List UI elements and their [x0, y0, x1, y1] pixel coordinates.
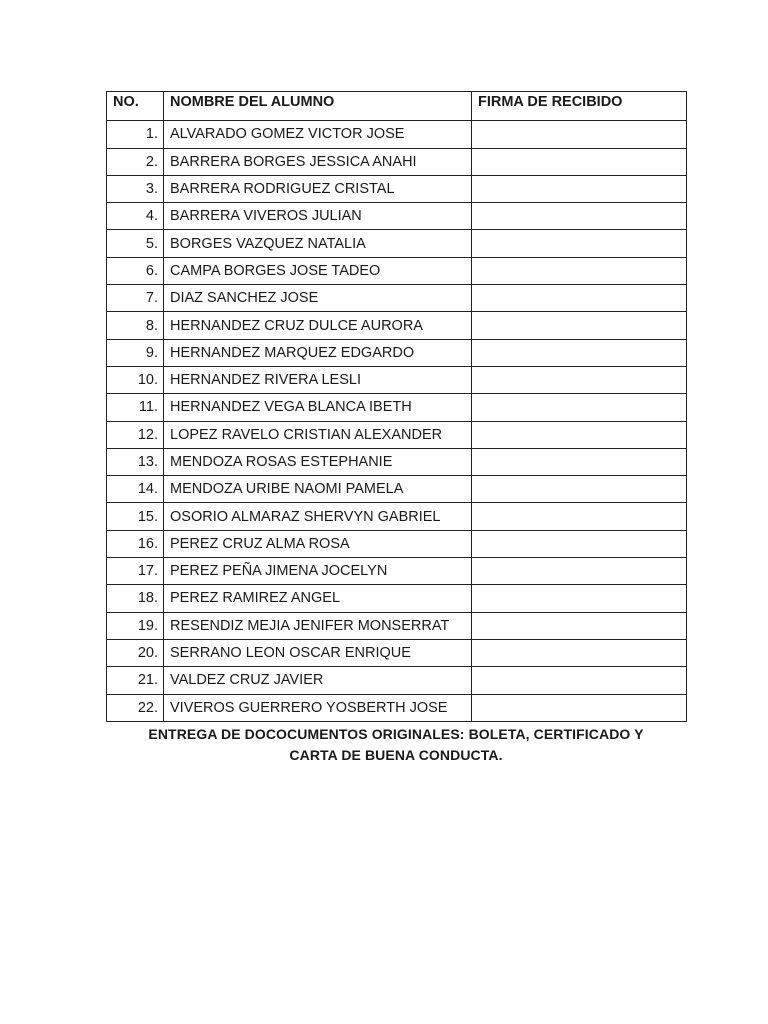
signature-cell: [472, 448, 687, 475]
student-name: MENDOZA URIBE NAOMI PAMELA: [164, 476, 472, 503]
table-row: [107, 448, 687, 475]
student-name: VALDEZ CRUZ JAVIER: [164, 667, 472, 694]
table-row: [107, 585, 687, 612]
row-number: 11.: [107, 394, 164, 421]
row-number: 3.: [107, 175, 164, 202]
table-row: [107, 285, 687, 312]
table-row: [107, 339, 687, 366]
student-name: VIVEROS GUERRERO YOSBERTH JOSE: [164, 694, 472, 721]
student-name: BARRERA VIVEROS JULIAN: [164, 203, 472, 230]
student-name: SERRANO LEON OSCAR ENRIQUE: [164, 639, 472, 666]
signature-cell: [472, 639, 687, 666]
signature-cell: [472, 503, 687, 530]
table-row: [107, 394, 687, 421]
row-number: 10.: [107, 366, 164, 393]
signature-cell: [472, 148, 687, 175]
row-number: 1.: [107, 121, 164, 148]
signature-cell: [472, 175, 687, 202]
signature-cell: [472, 530, 687, 557]
table-row: [107, 203, 687, 230]
signature-cell: [472, 421, 687, 448]
row-number: 20.: [107, 639, 164, 666]
signature-cell: [472, 366, 687, 393]
signature-cell: [472, 394, 687, 421]
table-body: [107, 121, 687, 722]
student-name: DIAZ SANCHEZ JOSE: [164, 285, 472, 312]
student-roster-table: [106, 91, 687, 722]
student-name: HERNANDEZ VEGA BLANCA IBETH: [164, 394, 472, 421]
student-name: LOPEZ RAVELO CRISTIAN ALEXANDER: [164, 421, 472, 448]
student-name: PEREZ CRUZ ALMA ROSA: [164, 530, 472, 557]
row-number: 9.: [107, 339, 164, 366]
signature-cell: [472, 230, 687, 257]
student-name: PEREZ RAMIREZ ANGEL: [164, 585, 472, 612]
signature-cell: [472, 558, 687, 585]
table-row: [107, 230, 687, 257]
student-name: BORGES VAZQUEZ NATALIA: [164, 230, 472, 257]
student-name: BARRERA BORGES JESSICA ANAHI: [164, 148, 472, 175]
signature-cell: [472, 285, 687, 312]
row-number: 17.: [107, 558, 164, 585]
row-number: 13.: [107, 448, 164, 475]
row-number: 8.: [107, 312, 164, 339]
table-row: [107, 612, 687, 639]
table-row: [107, 667, 687, 694]
row-number: 7.: [107, 285, 164, 312]
delivery-note-line-2: CARTA DE BUENA CONDUCTA.: [289, 746, 503, 763]
table-row: [107, 694, 687, 721]
row-number: 18.: [107, 585, 164, 612]
header-number: NO.: [107, 92, 164, 121]
student-name: BARRERA RODRIGUEZ CRISTAL: [164, 175, 472, 202]
row-number: 22.: [107, 694, 164, 721]
student-name: HERNANDEZ RIVERA LESLI: [164, 366, 472, 393]
row-number: 14.: [107, 476, 164, 503]
student-name: HERNANDEZ CRUZ DULCE AURORA: [164, 312, 472, 339]
table-row: [107, 175, 687, 202]
table-row: [107, 503, 687, 530]
row-number: 15.: [107, 503, 164, 530]
signature-cell: [472, 585, 687, 612]
signature-cell: [472, 257, 687, 284]
student-name: PEREZ PEÑA JIMENA JOCELYN: [164, 558, 472, 585]
signature-cell: [472, 203, 687, 230]
student-name: OSORIO ALMARAZ SHERVYN GABRIEL: [164, 503, 472, 530]
table-row: [107, 639, 687, 666]
table-row: [107, 121, 687, 148]
row-number: 12.: [107, 421, 164, 448]
row-number: 2.: [107, 148, 164, 175]
student-name: ALVARADO GOMEZ VICTOR JOSE: [164, 121, 472, 148]
table-row: [107, 421, 687, 448]
signature-cell: [472, 339, 687, 366]
table-row: [107, 530, 687, 557]
signature-cell: [472, 476, 687, 503]
signature-cell: [472, 312, 687, 339]
row-number: 5.: [107, 230, 164, 257]
student-name: HERNANDEZ MARQUEZ EDGARDO: [164, 339, 472, 366]
signature-cell: [472, 694, 687, 721]
row-number: 19.: [107, 612, 164, 639]
delivery-note-line-1: ENTREGA DE DOCOCUMENTOS ORIGINALES: BOLETA, CERTIFICADO Y: [148, 725, 644, 742]
signature-cell: [472, 121, 687, 148]
delivery-note: [116, 724, 676, 766]
row-number: 4.: [107, 203, 164, 230]
student-name: MENDOZA ROSAS ESTEPHANIE: [164, 448, 472, 475]
row-number: 16.: [107, 530, 164, 557]
table-row: [107, 558, 687, 585]
row-number: 21.: [107, 667, 164, 694]
header-signature: FIRMA DE RECIBIDO: [472, 92, 687, 121]
header-student-name: NOMBRE DEL ALUMNO: [164, 92, 472, 121]
header-row: [107, 92, 687, 121]
table-header: [107, 92, 687, 121]
table-row: [107, 257, 687, 284]
student-name: CAMPA BORGES JOSE TADEO: [164, 257, 472, 284]
signature-cell: [472, 667, 687, 694]
table-row: [107, 312, 687, 339]
table-row: [107, 148, 687, 175]
table-row: [107, 476, 687, 503]
row-number: 6.: [107, 257, 164, 284]
document-sheet: [106, 91, 686, 766]
table-row: [107, 366, 687, 393]
signature-cell: [472, 612, 687, 639]
student-name: RESENDIZ MEJIA JENIFER MONSERRAT: [164, 612, 472, 639]
